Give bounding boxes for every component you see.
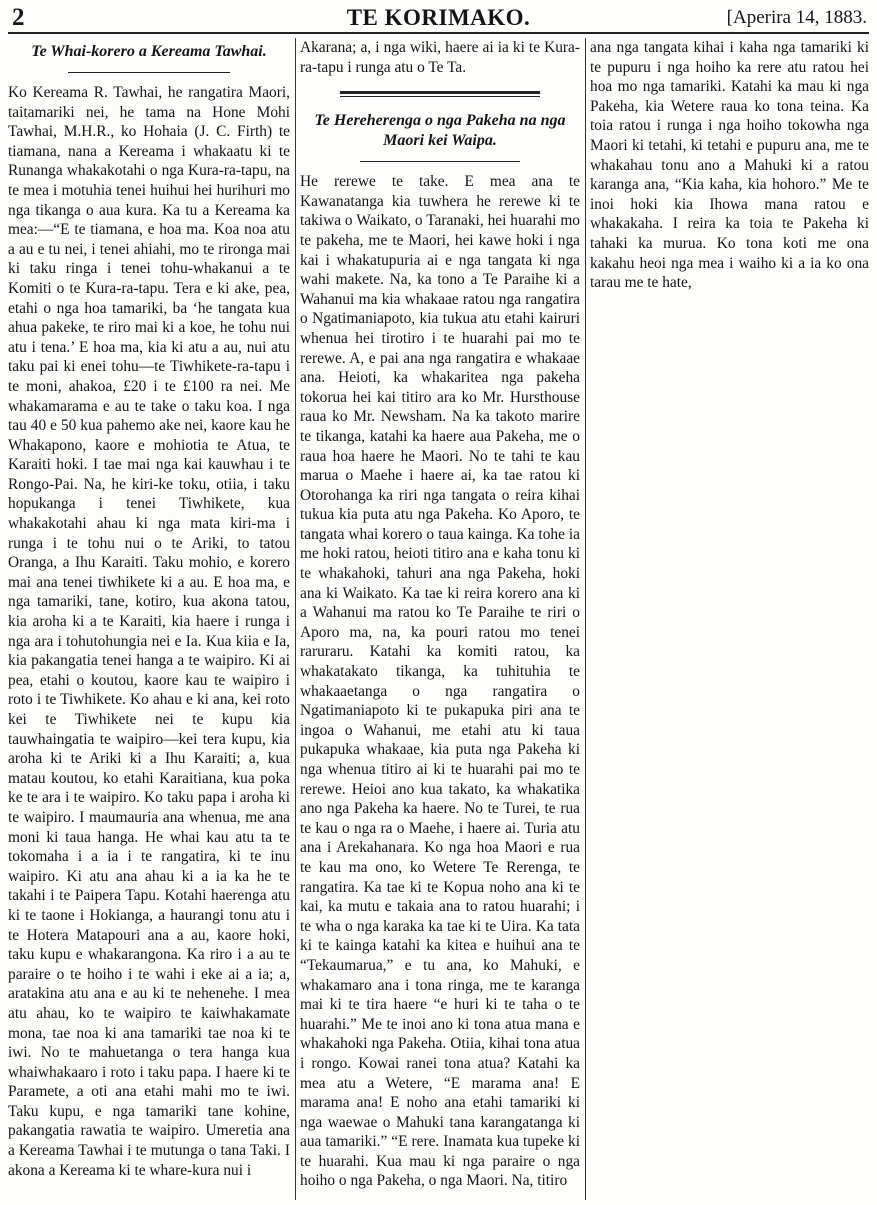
column-divider — [585, 38, 586, 1200]
headline-rule — [360, 161, 520, 162]
article-body: He rerewe te take. E mea ana te Kawanatanga kia tuwhera he rerewe ki te takiwa o Waikato, o Taranaki, hei huarahi mo te pakeha, me te Maori, hei kawe hoki i nga kai i whakatupuria ai e nga tangata ki nga wahi makete. Na, ka tono a Te Paraihe ki a Wahanui ma kia whakaae ratou nga rangatira o Ngatimaniapoto, kia tukua atu etahi kairuri whenua hei tirotiro i te huarahi pai mo te rerewe. A, e pai ana nga rangatira e whakaae ana. Heioti, ka whakaritea nga pakeha tokorua hei kai titiro ara ko Mr. Hursthouse raua ko Mr. Newsham. Na ka takoto marire te tikanga, katahi ka haere aua Pakeha, me o raua hoa haere he Maori. No te tahi te kau marua o Maehe i haere ai, ka tae ratou ki Otorohanga ka riri nga tangata o reira kihai tukua kia puta atu nga Pakeha. Ko Aporo, te tangata whai korero o taua kainga. Ka tohe ia me hoki ratou, heioti titiro ana e kaha tonu ki te whakahoki, tahuri ana nga Pakeha, hoki ana ki Waikato. Ka tae ki reira korero ana ki a Wahanui ma ratou ko Te Paraihe te riri o Aporo ma, na, ka pouri ratou mo tenei raruraru. Katahi ka komiti ratou, ka whakatakato tikanga, ka tuhituhia te whakaaetanga o nga rangatira o Ngatimaniapoto ki te pukapuka piri ana te ingoa o Wahanui, me etahi atu ki taua pukapuka whakaae, kia puta nga Pakeha ki nga whenua titiro ai ki te huarahi pai mo te rerewe. Heioi ano kua takato, ka whakatika ano nga Pakeha ka haere. No te Turei, te rua te kau o nga ra o Maehe, i haere ai. Turia atu ana i Arekahanara. Ko nga hoa Maori e rua te kau ma ono, ko Wetere Te Rerenga, te rangatira. Ka tae ki te Kopua noho ana ki te kai, ka mutu e takaia ana to ratou huarahi; i te wha o nga karaka ka tae ki te Uira. Ka tata ki te kainga katahi ka kitea e huihui ana te “Tekaumarua,” e tu ana, ko Mahuki, e whakamaro ana i tona ringa, me te karanga mai ki te tira haere “e huri ki te taha o te huarahi.” Me te inoi ano ki tona atua mana e whakahoki nga Pakeha. Otiia, kihai tona atua i rongo. Kowai ranei tona atua? Katahi ka mea atu a Wetere, “E marama ana! E marama ana! E noho ana etahi tamariki ki nga waewae o Mahuki tana karangatanga ki aua tamariki.” “E rere. Inamata kua tupeke ki te huarahi. Kua mau ki nga paraire o nga hoiho o nga Pakeha, o nga Maori. Na, titiro — [300, 173, 580, 1190]
page-number: 2 — [12, 4, 25, 31]
column-divider — [295, 38, 296, 1200]
article-body-continued: ana nga tangata kihai i kaha nga tamariki ki te pupuru i nga hoiho ka rere atu ratou hei hoa mo nga tamariki. Katahi ka mau ki nga Pakeha, kia Wetere raua ko tona teina. Ka toia ratou i runga i nga hoiho tokowha nga Maori ki tetahi, ki tetahi e pupuru ana, me te whakahau tonu ano a Mahuki ki a ratou karanga ana, “Kia kaha, kia hohoro.” Me te inoi hoki kia Ihowa mana ratou e whakakaha. I reira ka toia te Pakeha ki tahaki ka murua. Ko tona koti me ona kakahu heoi nga mea i waiho ki a ia ko ona tarau me te hate, — [590, 39, 869, 292]
article-body: Ko Kereama R. Tawhai, he rangatira Maori, taitamariki nei, he tama na Hone Mohi Tawhai, M.H.R., ko Hohaia (J. C. Firth) te tiamana, nana a Kereama i whakaatu ki te Runanga whakakotahi o nga Kura-ra-tapu, na te mea i motuhia tenei huihui hei hurihuri mo nga tikanga o aua kura. Ka tu a Kereama ka mea:—“E te tiamana, e hoa ma. Koa noa atu a au e tu nei, i tenei ahiahi, mo te rironga mai ki taku ringa i tenei tohu-whakanui a te Komiti o te Kura-ra-tapu. Tera e ki ake, pea, etahi o nga hoa tamariki, ba ‘he tangata kua ahua pakeke, te riro mai ki a koe, he tohu nui atu i tena.’ E hoa ma, kia ki atu a au, nui atu taku pai ki enei tohu—te Tiwhikete-ra-tapu i te moni, ahakoa, £20 i te £100 ra nei. Me whakamarama e au te take o taku koa. I nga tau 40 e 50 kua pahemo ake nei, kaore kau he Whakapono, kaore e mohiotia te Atua, te Karaiti hoki. I tae mai nga kai kauwhau i te Rongo-Pai. Na, he kiri-ke toku, otiia, i taku hopukanga i tenei Tiwhikete, kua whakakotahi ahau ki nga mata kiri-ma i runga i te tohu nui o te Ariki, to tatou Oranga, a Ihu Karaiti. Taku mohio, e korero mai ana tenei tiwhikete ki a au. E hoa ma, e nga tamariki, tane, kotiro, kua akona tatou, kia aroha ki a te Karaiti, kia haere i runga i nga ara i tohutohungia nei e Ia. Kua kiia e Ia, kia pakangatia tenei hanga a te waipiro. Ki ai pea, etahi o koutou, kaore kau te waipiro i roto i te Tiwhikete. Ko ahau e ki ana, kei roto kei te Tiwhikete nei te kupu kia tauwhaingatia te waipiro—kei tera kupu, kia aroha ki te Ariki ki a Ihu Karaiti; a, kua matau koutou, ko etahi Karaitiana, kua poka ke te ara i te waipiro. Ko taku papa i aroha ki te waipiro. I maumauria ana whenua, me ana moni ki taua hanga. He whai kau atu ta te tokomaha i a ia i te rangatira, ki te inu waipiro. Ki atu ana ahau ki a ia ka he te takahi i te Paipera Tapu. Kotahi haerenga atu ki te taone i Hokianga, a haurangi tonu atu i te Hotera Matapouri ana a au, kaore hoki, taku kupu e whakarangona. Ka riro i a au te paraire o te hoiho i te wahi i eke ai a ia; a, aratakina atu ana e au ki te nehenehe. I mea atu ahau, ko te waipiro te kaiwhakamate mona, tae noa ki ana tamariki tae noa ki te iwi. No te mahuetanga o tera hanga kua whaiwhakaaro i roto i taku papa. I haere ki te Paramete, a oti ana etahi mahi mo te iwi. Taku kupu, e nga tamariki tane kohine, pakangatia rawatia te waipiro. Umeretia ana a Kereama Tawhai i te mutunga o tana Taki. I akona a Kereama ki te whare-kura nui i — [8, 84, 290, 1179]
article-body-continued: Akarana; a, i nga wiki, haere ai ia ki te Kura-ra-tapu i runga atu o Te Ta. — [300, 39, 580, 76]
column-1 — [8, 38, 290, 1200]
article-headline: Te Hereherenga o nga Pakeha na nga Maori kei Waipa. — [314, 112, 566, 150]
masthead — [8, 4, 869, 34]
column-3 — [590, 38, 869, 1200]
article-headline: Te Whai-korero a Kereama Tawhai. — [31, 43, 267, 60]
issue-date: [Aperira 14, 1883. — [726, 7, 867, 28]
headline-rule — [68, 72, 230, 73]
newspaper-title: TE KORIMAKO. — [346, 5, 531, 30]
column-2 — [300, 38, 580, 1200]
article-separator — [340, 91, 540, 97]
